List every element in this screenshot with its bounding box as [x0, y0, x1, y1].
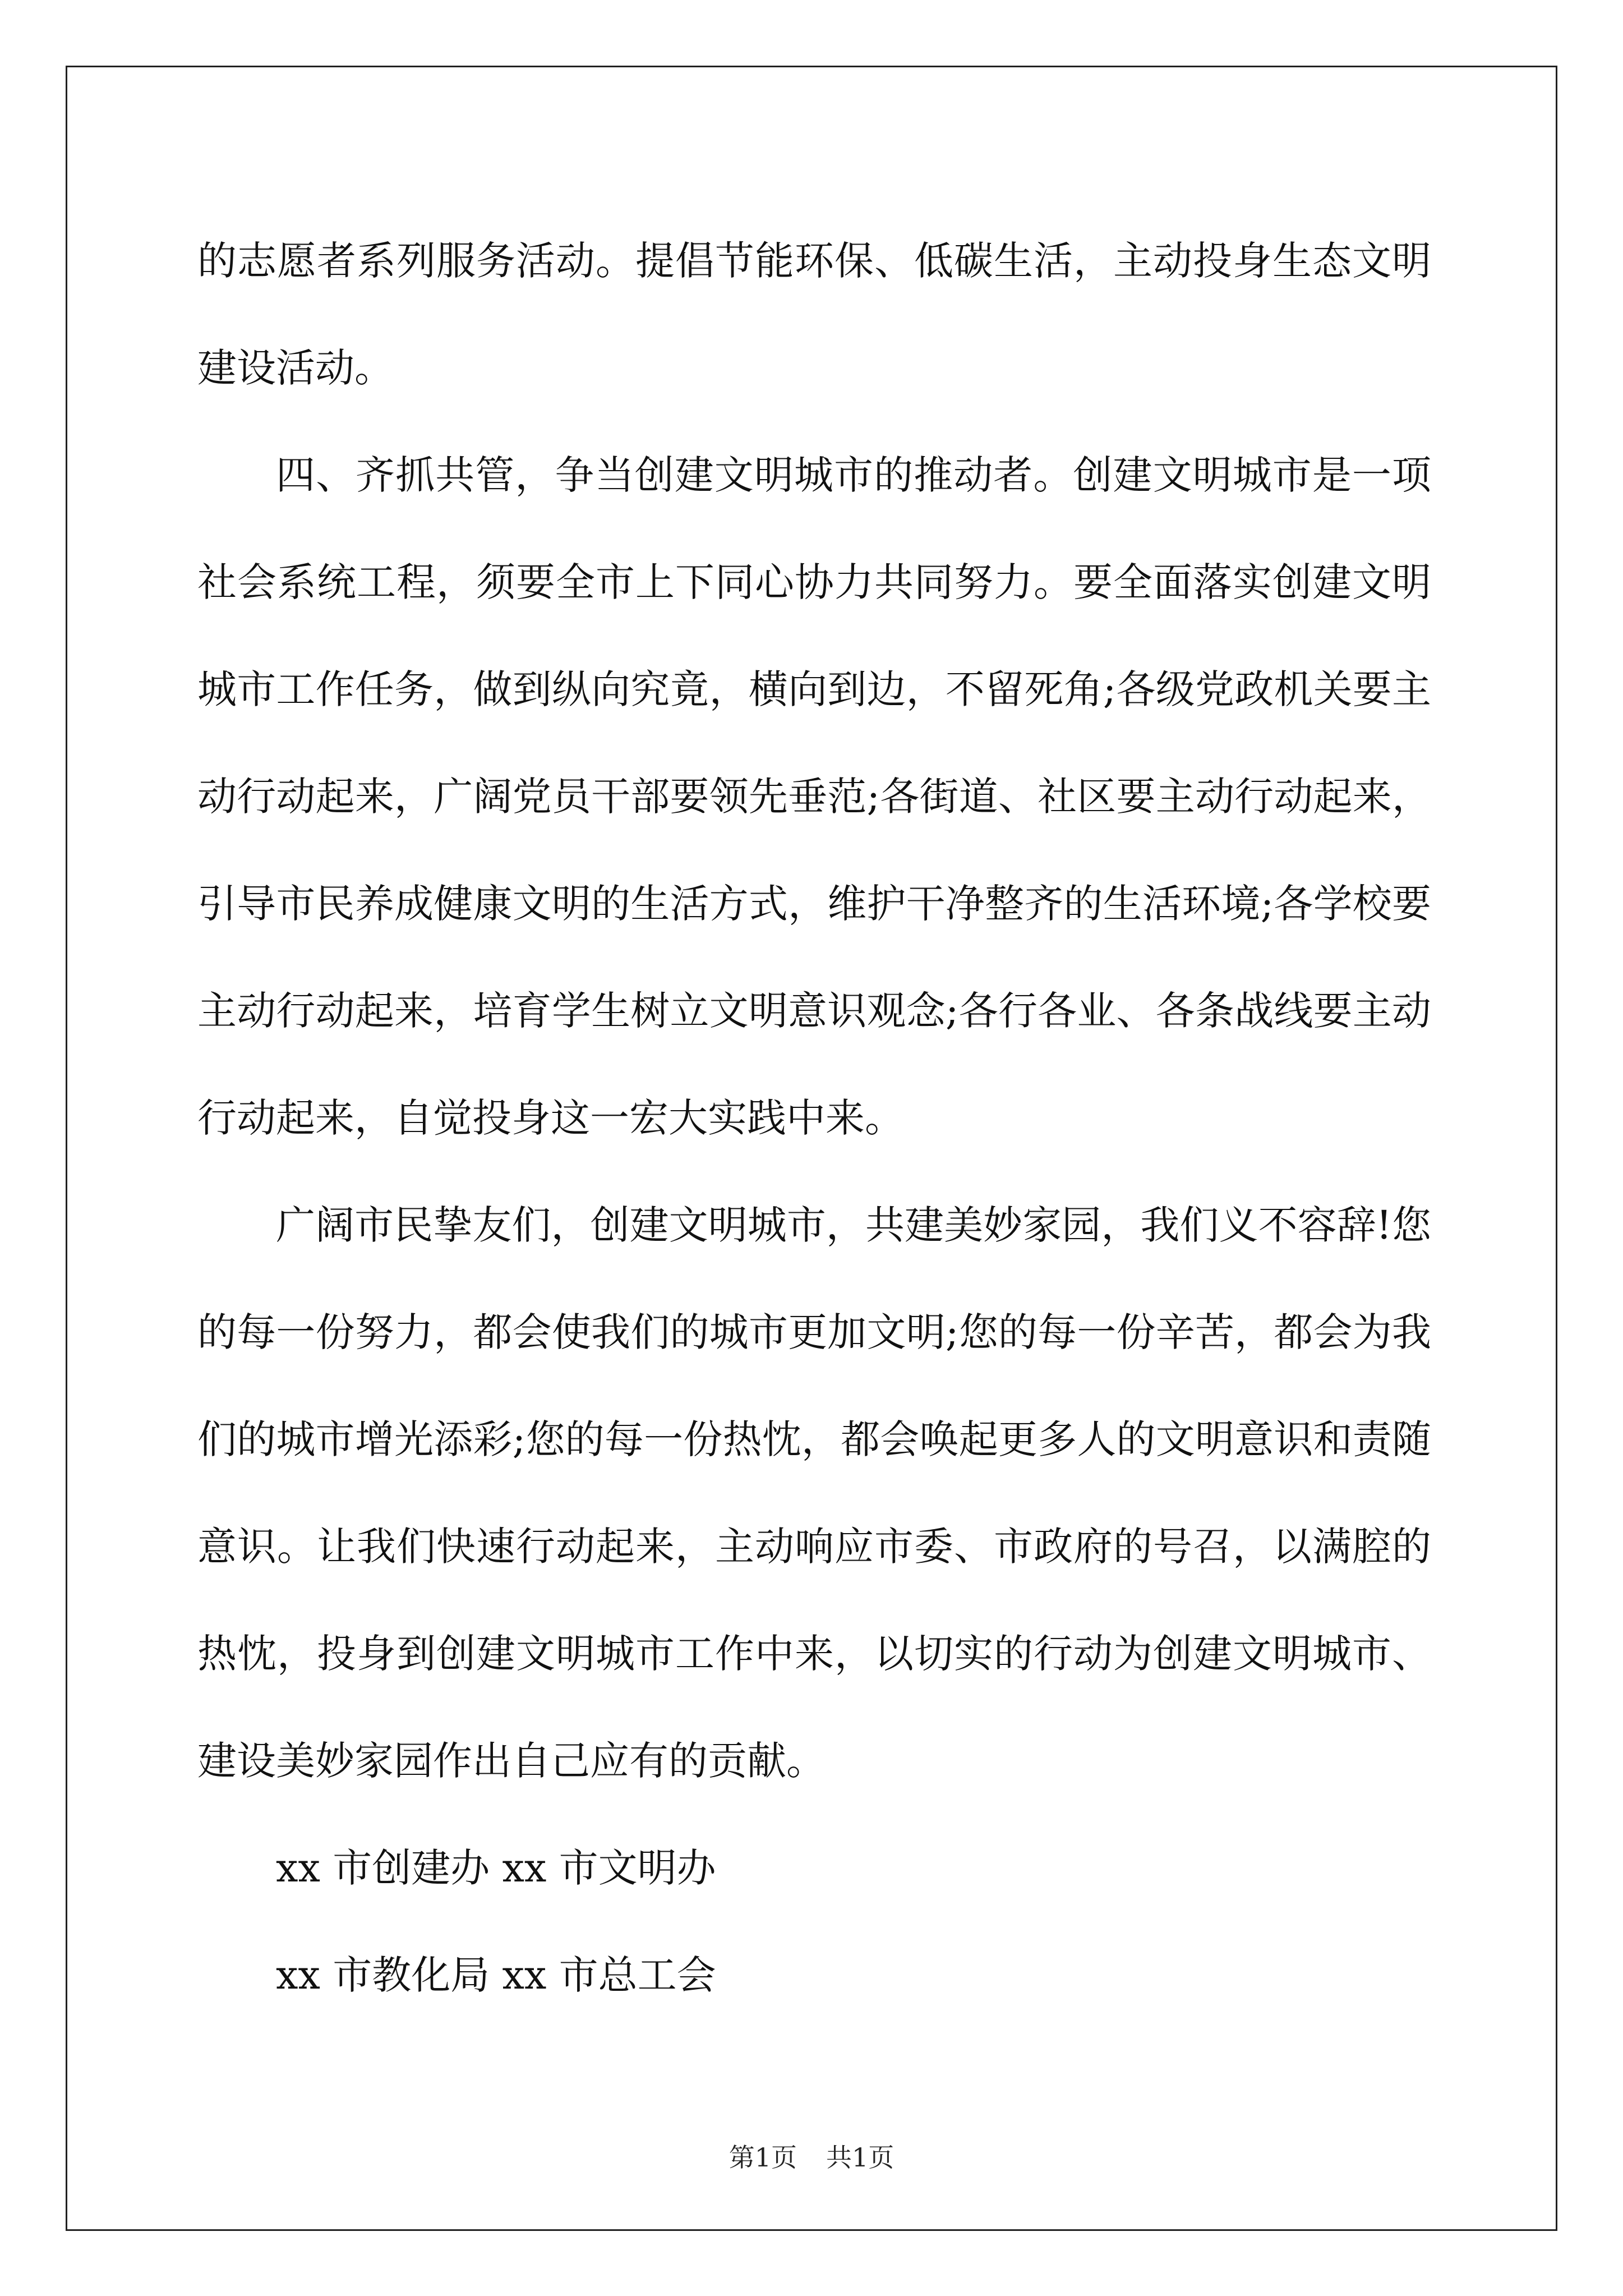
paragraph-section-four: 四、齐抓共管，争当创建文明城市的推动者。创建文明城市是一项社会系统工程，须要全市上下同心协力共同努力。要全面落实创建文明城市工作任务，做到纵向究竟，横向到边，不留死角;各级党政机关要主动行动起来，广阔党员干部要领先垂范;各街道、社区要主动行动起来，引导市民养成健康文明的生活方式，维护干净整齐的生活环境;各学校要主动行动起来，培育学生树立文明意识观念;各行各业、各条战线要主动行动起来，自觉投身这一宏大实践中来。	[197, 452, 1431, 1141]
document-body	[197, 208, 1431, 2029]
signature-line-2: xx 市教化局 xx 市总工会	[276, 1952, 716, 1998]
page-number: 第1页	[728, 2142, 797, 2173]
page-total: 共1页	[826, 2142, 895, 2173]
paragraph-continuation: 的志愿者系列服务活动。提倡节能环保、低碳生活，主动投身生态文明建设活动。	[197, 238, 1431, 391]
signature-line-1: xx 市创建办 xx 市文明办	[276, 1845, 716, 1891]
paragraph-appeal: 广阔市民挚友们，创建文明城市，共建美妙家园，我们义不容辞!您的每一份努力，都会使我们的城市更加文明;您的每一份辛苦，都会为我们的城市增光添彩;您的每一份热忱，都会唤起更多人的文明意识和责随意识。让我们快速行动起来，主动响应市委、市政府的号召，以满腔的热忱，投身到创建文明城市工作中来，以切实的行动为创建文明城市、建设美妙家园作出自己应有的贡献。	[197, 1202, 1431, 1784]
page-footer	[0, 2137, 1623, 2174]
